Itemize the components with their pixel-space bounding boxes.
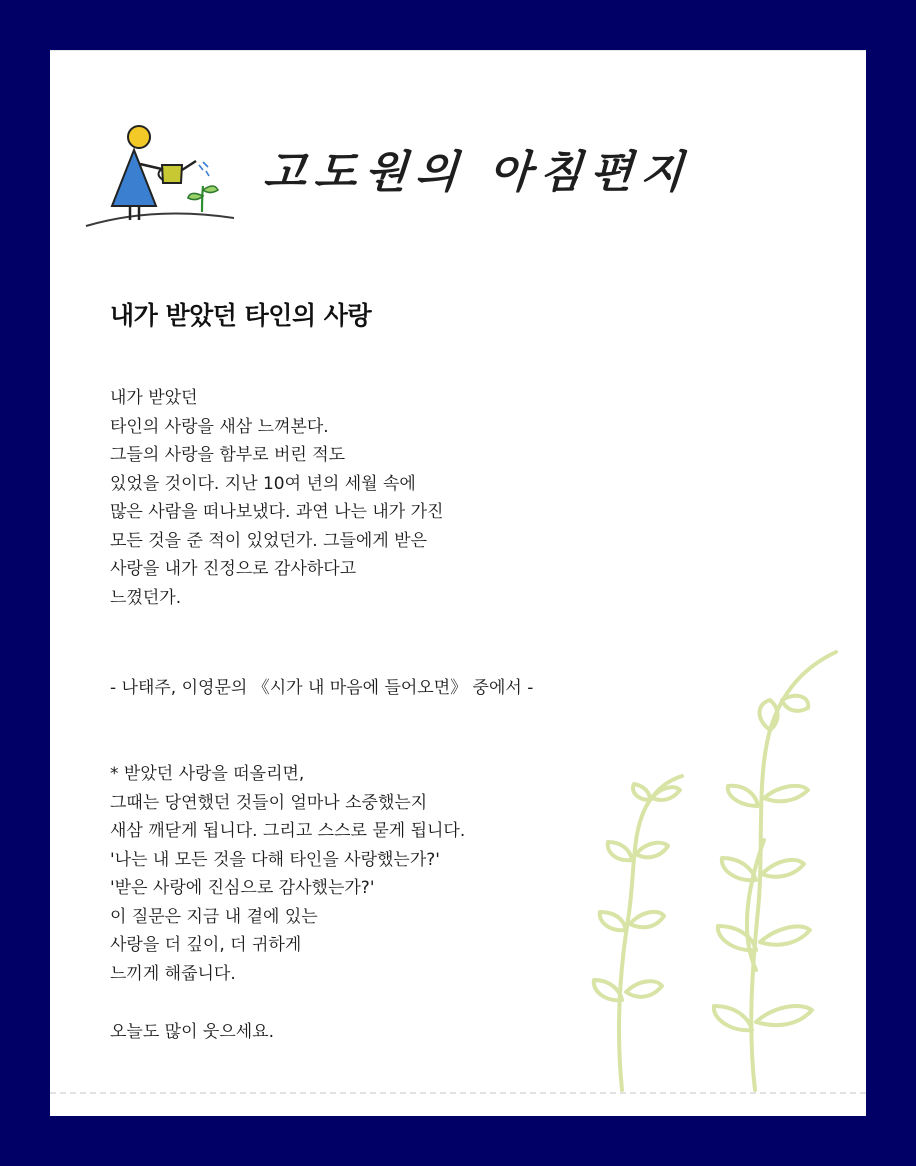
closing-text: 오늘도 많이 웃으세요. [110, 1022, 275, 1042]
vine-leaf [728, 786, 758, 806]
poem-line: 많은 사람을 떠나보냈다. 과연 나는 내가 가진 [110, 502, 444, 522]
logo-title: 고도원의 아침편지 [261, 147, 693, 198]
vine-leaf [626, 981, 662, 997]
figure-head [128, 126, 150, 148]
comment-line: 느끼게 해줍니다. [110, 963, 236, 984]
vine-leaf [782, 696, 808, 711]
figure-dress [112, 150, 156, 206]
poem-line: 사랑을 내가 진정으로 감사하다고 [110, 559, 357, 579]
poem-line: 모든 것을 준 적이 있었던가. 그들에게 받은 [110, 530, 428, 551]
source-citation [110, 674, 533, 703]
watering-can-icon [162, 165, 182, 183]
card-top-border [50, 50, 866, 51]
comment-line: '받은 사랑에 진심으로 감사했는가?' [110, 878, 375, 898]
hill-icon [86, 214, 234, 227]
closing-greeting [110, 1018, 274, 1047]
post-title: 내가 받았던 타인의 사랑 [110, 301, 372, 330]
poem-line: 타인의 사랑을 새삼 느껴본다. [110, 416, 329, 437]
poem-line: 내가 받았던 [110, 388, 198, 408]
poem-line: 느꼈던가. [110, 587, 182, 608]
vine-leaf [714, 1006, 752, 1030]
poem-line: 있었을 것이다. 지난 10여 년의 세월 속에 [110, 473, 416, 494]
comment-line: '나는 내 모든 것을 다해 타인을 사랑했는가?' [110, 849, 440, 870]
vine-leaf [756, 1006, 812, 1025]
source-text: - 나태주, 이영문의 《시가 내 마음에 들어오면》 중에서 - [110, 678, 534, 698]
letter-card [50, 50, 866, 1116]
gardener-watering-icon [84, 120, 234, 230]
vine-leaf [652, 787, 680, 800]
vine-leaf [762, 860, 804, 877]
footer-divider [50, 1092, 866, 1094]
comment-line: 사랑을 더 깊이, 더 귀하게 [110, 935, 302, 955]
vine-leaf [636, 843, 668, 858]
vine-leaf [722, 858, 756, 880]
vine-decoration-icon [520, 630, 840, 1110]
vine-leaf [600, 912, 626, 930]
author-comment [110, 760, 465, 988]
vine-leaf [633, 784, 650, 800]
comment-line: 그때는 당연했던 것들이 얼마나 소중했는지 [110, 792, 428, 813]
comment-line: 새삼 깨닫게 됩니다. 그리고 스스로 묻게 됩니다. [110, 821, 466, 841]
vine-leaf [594, 980, 622, 1000]
vine-leaf [760, 926, 810, 944]
vine-leaf [764, 786, 808, 801]
poem-excerpt [110, 384, 443, 612]
comment-line: * 받았던 사랑을 떠올리면, [110, 764, 305, 784]
vine-leaf [630, 912, 664, 927]
vine-stem-short [619, 776, 682, 1090]
vine-leaf [608, 842, 632, 860]
poem-line: 그들의 사랑을 함부로 버린 적도 [110, 445, 346, 465]
morning-letter-logo[interactable] [84, 120, 693, 230]
comment-line: 이 질문은 지금 내 곁에 있는 [110, 906, 318, 927]
